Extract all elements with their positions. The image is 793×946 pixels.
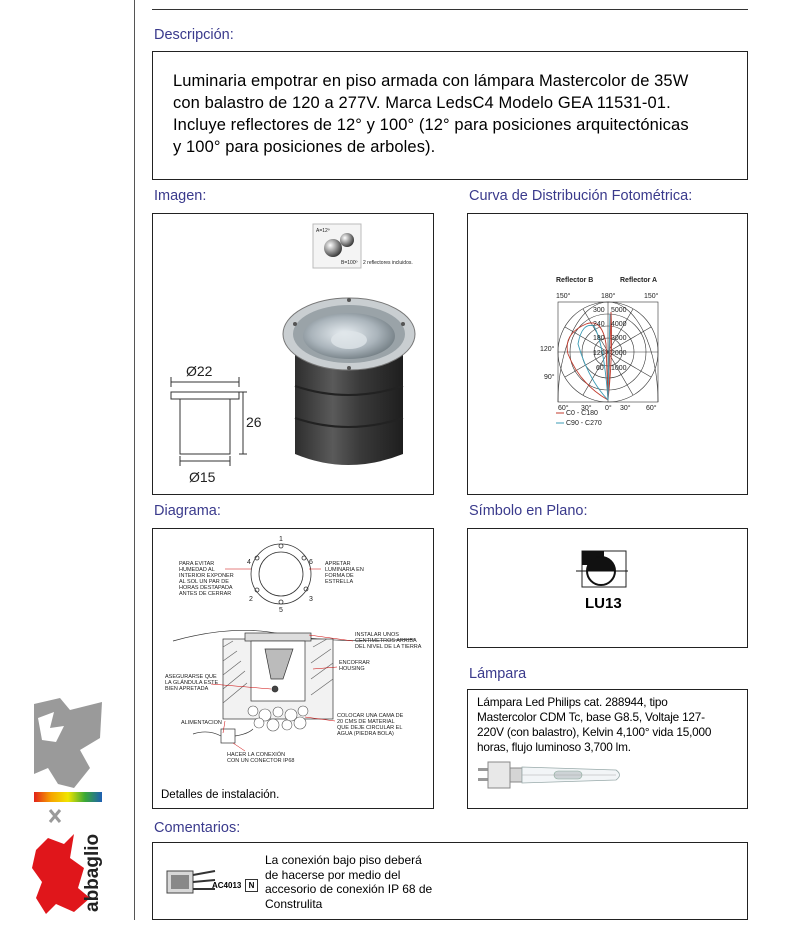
angle-label: 60° [646,405,657,412]
svg-text:HOUSING: HOUSING [339,666,365,672]
scale-left: 120 [593,350,605,357]
angle-label: 30° [620,405,631,412]
scale-left: 60 [596,365,604,372]
image-heading: Imagen: [154,188,207,204]
bolt-number: 4 [247,559,251,566]
diagram-heading: Diagrama: [154,503,221,519]
abbaglio-logo [30,698,104,918]
bolt-number: 5 [279,607,283,614]
scale-right: 3000 [611,335,627,342]
logo-wordmark: abbaglio [82,833,103,912]
svg-text:QUE DEJE CIRCULAR EL: QUE DEJE CIRCULAR EL [337,725,403,731]
svg-text:LA GLÁNDULA ESTE: LA GLÁNDULA ESTE [165,680,219,686]
part-code: AC4013 [212,881,242,890]
note-left-1 [179,561,234,597]
svg-text:FORMA DE: FORMA DE [325,573,354,579]
note-right-1 [325,561,364,585]
comment-line: de hacerse por medio del [265,867,401,882]
scale-left: 180 [593,335,605,342]
bolt-ring [251,544,311,604]
polar-curves [567,312,611,400]
svg-text:BIEN APRETADA: BIEN APRETADA [165,686,209,692]
reflector-b-title: Reflector B [556,277,594,284]
svg-text:APRETAR: APRETAR [325,561,351,567]
svg-text:HACER LA CONEXIÓN: HACER LA CONEXIÓN [227,752,286,758]
lamp-box [467,689,748,809]
angle-label: 120° [540,346,555,353]
legend-2: C90 - C270 [566,420,602,427]
reflector-inset [313,224,413,268]
svg-text:DEL NIVEL DE LA TIERRA: DEL NIVEL DE LA TIERRA [355,644,422,650]
description-text [173,70,745,158]
luminaire-photo [283,298,415,465]
scale-left: 300 [593,307,605,314]
lamp-heading: Lámpara [469,666,527,682]
lamp-bulb-image [476,756,626,796]
comments-text [265,853,465,911]
bolt-number: 1 [279,536,283,543]
angle-label: 90° [544,374,555,381]
description-line: Incluye reflectores de 12° y 100° (12° para posiciones arquitectónicas [173,116,689,134]
svg-text:20 CMS DE MATERIAL: 20 CMS DE MATERIAL [337,719,395,725]
photometric-box [467,213,748,495]
description-line: y 100° para posiciones de arboles). [173,138,436,156]
diagram-box [152,528,434,809]
bolt-number: 6 [309,559,313,566]
reflector-note: 2 reflectores incluidos. [363,260,413,266]
scale-right: 1000 [611,365,627,372]
scale-right: 2000 [611,350,627,357]
lamp-line: horas, flujo luminoso 3,700 lm. [477,740,631,754]
svg-text:LUMINARIA EN: LUMINARIA EN [325,567,364,573]
plan-symbol-code: LU13 [585,595,622,612]
svg-text:INSTALAR UNOS: INSTALAR UNOS [355,632,399,638]
angle-label: 60° [558,405,569,412]
note-left-3: ALIMENTACION [181,720,222,726]
description-line: con balastro de 120 a 277V. Marca LedsC4 Modelo GEA 11531-01. [173,94,671,112]
part-badge: N [245,879,258,892]
lamp-line: 220V (con balastro), Kelvin 4,100° vida 15,000 [477,725,712,739]
description-line: Luminaria empotrar en piso armada con lámpara Mastercolor de 35W [173,72,689,90]
dimension-drawing [171,377,247,466]
note-left-2 [165,674,219,692]
svg-text:AL SOL UN PAR DE: AL SOL UN PAR DE [179,579,229,585]
angle-label: 30° [581,405,592,412]
svg-text:ANTES DE CERRAR: ANTES DE CERRAR [179,591,232,597]
angle-label: 180° [601,293,616,300]
dimension-top: Ø22 [186,363,213,379]
symbol-box [467,528,748,648]
svg-text:CENTIMETROS ARRIBA: CENTIMETROS ARRIBA [355,638,417,644]
angle-label: 150° [556,293,571,300]
product-illustration [153,214,433,494]
svg-text:INTERIOR EXPONER: INTERIOR EXPONER [179,573,234,579]
note-right-4 [337,713,404,737]
reflector-b-label: B=100º [341,260,358,266]
connector [193,729,253,743]
bolt-number: 2 [249,596,253,603]
description-heading: Descripción: [154,27,234,43]
svg-text:HUMEDAD AL: HUMEDAD AL [179,567,215,573]
lamp-description [477,695,745,755]
legend-1: C0 - C180 [566,410,598,417]
top-rule [152,9,748,10]
reflector-a-label: A=12º [316,228,330,234]
note-right-3 [339,660,370,672]
lamp-line: Lámpara Led Philips cat. 288944, tipo [477,695,668,709]
svg-text:ESTRELLA: ESTRELLA [325,579,354,585]
diagram-caption: Detalles de instalación. [161,789,280,801]
reflector-a-title: Reflector A [620,277,658,284]
svg-text:COLOCAR UNA CAMA DE: COLOCAR UNA CAMA DE [337,713,404,719]
svg-text:CON UN CONECTOR IP68: CON UN CONECTOR IP68 [227,758,295,764]
scale-right: 5000 [611,307,627,314]
scale-left: 240 [593,321,605,328]
comments-box [152,842,748,920]
dimension-height: 26 [246,414,262,430]
connector-accessory-image [159,861,219,901]
angle-label: 0° [605,405,612,412]
note-bottom [227,751,294,764]
svg-text:ASEGURARSE QUE: ASEGURARSE QUE [165,674,217,680]
svg-text:ENCOFRAR: ENCOFRAR [339,660,370,666]
symbol-heading: Símbolo en Plano: [469,503,588,519]
lamp-line: Mastercolor CDM Tc, base G8.5, Voltaje 127- [477,710,705,724]
angle-label: 150° [644,293,659,300]
dimension-bottom: Ø15 [189,469,216,485]
photometric-heading: Curva de Distribución Fotométrica: [469,188,693,204]
scale-right: 4000 [611,321,627,328]
polar-chart [468,214,747,494]
comment-line: La conexión bajo piso deberá [265,853,422,867]
bolt-number: 3 [309,596,313,603]
image-box [152,213,434,495]
comment-line: Construlita [265,896,323,911]
installation-diagram [153,529,433,808]
comment-line: accesorio de conexión IP 68 de [265,882,433,896]
left-margin-line [134,0,135,920]
description-box [152,51,748,180]
comments-heading: Comentarios: [154,820,241,836]
svg-text:PARA EVITAR: PARA EVITAR [179,561,215,567]
svg-text:HORAS DESTAPADA: HORAS DESTAPADA [179,585,233,591]
svg-text:AGUA (PIEDRA BOLA): AGUA (PIEDRA BOLA) [337,731,394,737]
